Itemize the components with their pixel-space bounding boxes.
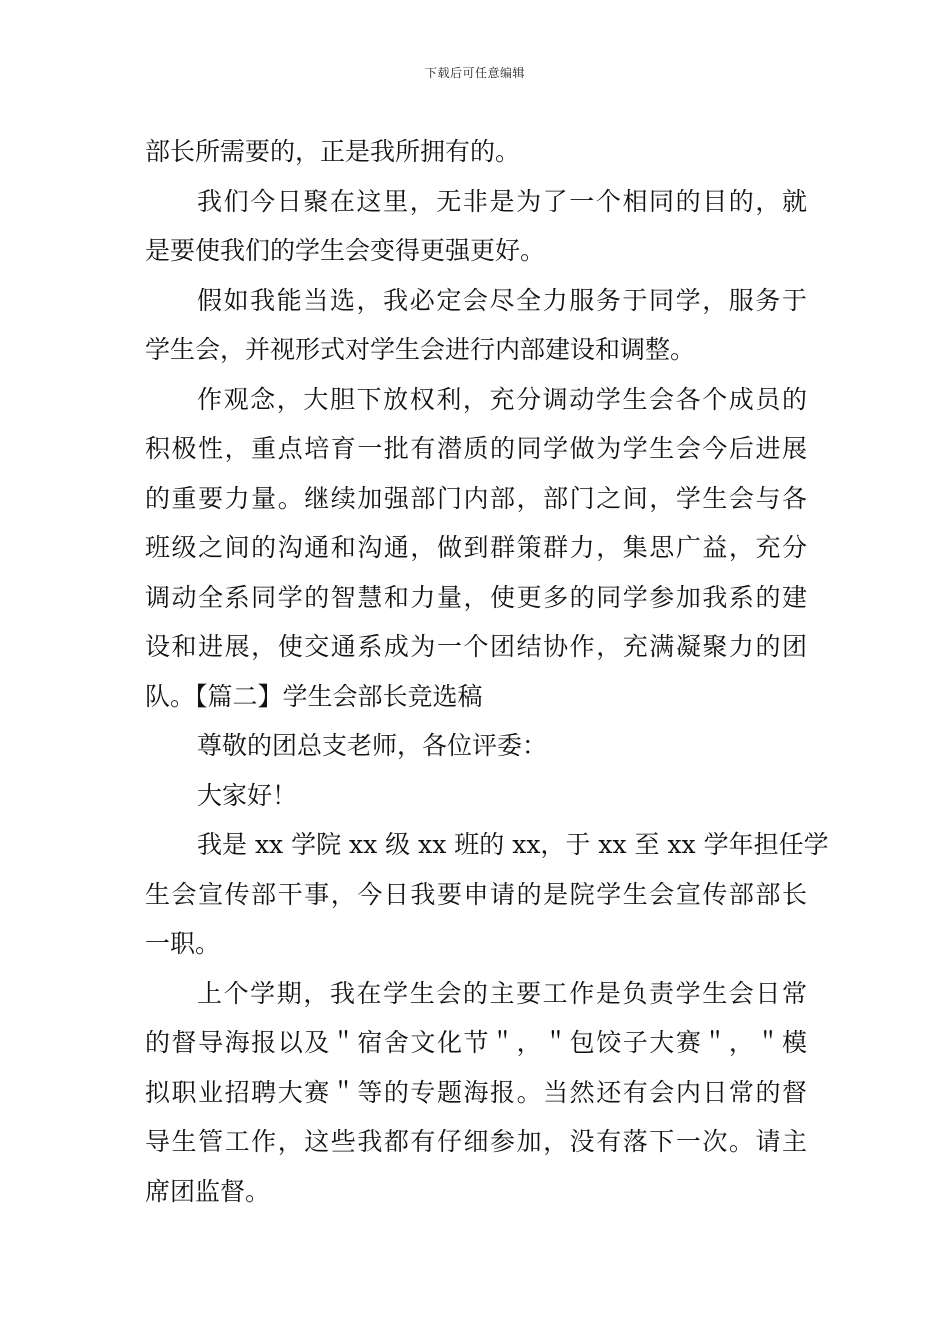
text-line: 我是 xx 学院 xx 级 xx 班的 xx，于 xx 至 xx 学年担任学: [197, 830, 829, 859]
text-line: 的重要力量。继续加强部门内部，部门之间，学生会与各: [145, 483, 807, 513]
text-line: 队。【篇二】学生会部长竞选稿: [145, 681, 483, 711]
text-line: 学生会，并视形式对学生会进行内部建设和调整。: [145, 335, 696, 364]
text-line: 作观念，大胆下放权利，充分调动学生会各个成员的: [197, 384, 807, 414]
text-line: 积极性，重点培育一批有潜质的同学做为学生会今后进展: [145, 434, 807, 463]
text-line: 设和进展，使交通系成为一个团结协作，充满凝聚力的团: [145, 632, 807, 661]
text-line: 调动全系同学的智慧和力量，使更多的同学参加我系的建: [145, 582, 807, 612]
document-body: [145, 127, 829, 1216]
text-line: 假如我能当选，我必定会尽全力服务于同学，服务于: [197, 285, 807, 315]
text-line: 拟职业招聘大赛＂等的专题海报。当然还有会内日常的督: [145, 1077, 807, 1107]
text-line: 上个学期，我在学生会的主要工作是负责学生会日常: [197, 978, 807, 1008]
text-line: 导生管工作，这些我都有仔细参加，没有落下一次。请主: [145, 1127, 807, 1156]
text-line: 的督导海报以及＂宿舍文化节＂，＂包饺子大赛＂，＂模: [145, 1028, 807, 1057]
text-line: 尊敬的团总支老师，各位评委：: [197, 731, 548, 760]
text-line: 班级之间的沟通和沟通，做到群策群力，集思广益，充分: [145, 533, 807, 562]
text-line: 一职。: [145, 929, 221, 958]
text-line: 生会宣传部干事，今日我要申请的是院学生会宣传部部长: [145, 879, 807, 909]
text-line: 部长所需要的，正是我所拥有的。: [145, 137, 521, 166]
text-line: 席团监督。: [145, 1176, 271, 1206]
header-note: 下载后可任意编辑: [424, 66, 525, 80]
text-line: 大家好！: [197, 780, 298, 810]
text-line: 我们今日聚在这里，无非是为了一个相同的目的，就: [197, 186, 807, 216]
text-line: 是要使我们的学生会变得更强更好。: [145, 236, 546, 265]
